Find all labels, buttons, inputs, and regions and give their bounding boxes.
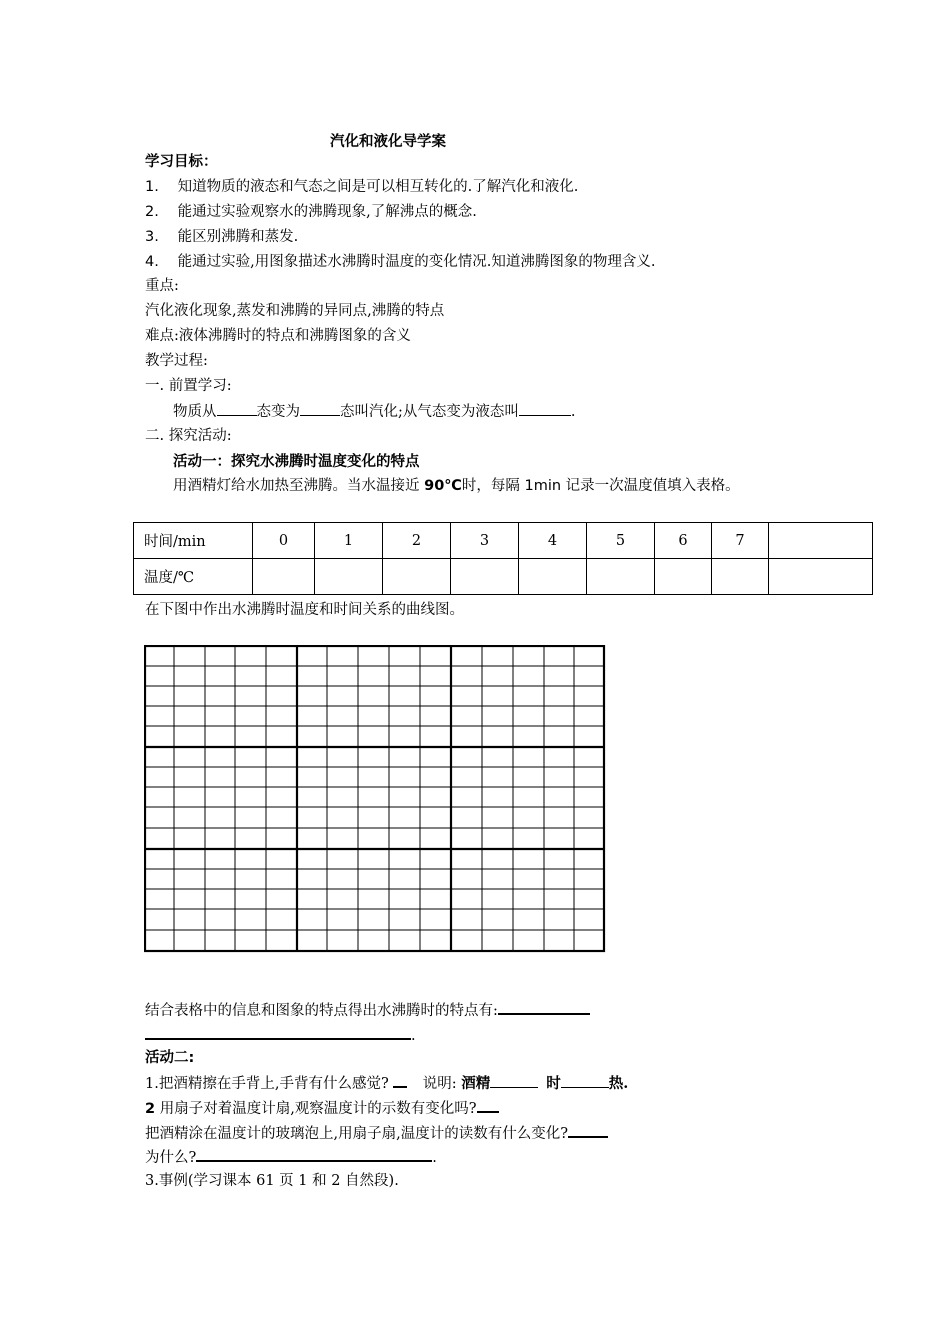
activity2-question-4 <box>145 1146 437 1168</box>
answer-blank[interactable] <box>477 1097 499 1113</box>
activity1-heading: 活动一：探究水沸腾时温度变化的特点 <box>173 454 420 470</box>
instruction-text: 记录一次温度值填入表格。 <box>561 478 740 494</box>
answer-blank[interactable] <box>196 1146 432 1162</box>
answer-blank[interactable] <box>490 1073 538 1088</box>
table-input-cell[interactable] <box>769 559 873 595</box>
question-text: 为什么? <box>145 1150 197 1166</box>
objective-text: 知道物质的液态和气态之间是可以相互转化的.了解汽化和液化. <box>177 179 579 195</box>
activity2-question-3 <box>145 1122 608 1144</box>
objective-number: 3. <box>145 229 159 245</box>
section1-fill-blank <box>173 401 576 422</box>
table-cell: 4 <box>519 523 587 559</box>
temperature-table <box>133 522 873 595</box>
table-cell: 3 <box>451 523 519 559</box>
process-label: 教学过程: <box>145 353 208 369</box>
table-cell: 5 <box>587 523 655 559</box>
heat-label: 热. <box>608 1075 629 1092</box>
objective-item-1 <box>145 177 578 197</box>
objective-text: 能区别沸腾和蒸发. <box>177 229 299 245</box>
fill-text: . <box>570 404 576 420</box>
activity1-instruction <box>173 476 740 496</box>
table-cell: 6 <box>655 523 712 559</box>
conclusion-second-line <box>145 1024 416 1046</box>
table-cell <box>769 523 873 559</box>
interval-value: 1min <box>524 478 562 494</box>
answer-blank[interactable] <box>498 999 590 1015</box>
answer-blank[interactable] <box>145 1024 411 1040</box>
answer-blank[interactable] <box>561 1073 609 1088</box>
time-label: 时 <box>546 1075 561 1092</box>
table-header-time: 时间/min <box>134 523 253 559</box>
question-text: 说明: <box>422 1076 462 1092</box>
graph-paper-grid[interactable] <box>144 645 606 953</box>
conclusion-prompt <box>145 999 590 1021</box>
alcohol-label: 酒精 <box>461 1075 491 1092</box>
activity2-heading: 活动二: <box>145 1050 195 1066</box>
objective-number: 2. <box>145 204 159 220</box>
table-cell: 2 <box>383 523 451 559</box>
objective-text: 能通过实验,用图象描述水沸腾时温度的变化情况.知道沸腾图象的物理含义. <box>177 254 656 270</box>
key-points-label: 重点: <box>145 278 179 294</box>
table-header-temperature: 温度/℃ <box>134 559 253 595</box>
answer-blank[interactable] <box>393 1072 407 1088</box>
conclusion-end: . <box>411 1028 416 1044</box>
objective-item-2 <box>145 202 477 222</box>
grid-thick-lines <box>145 646 604 951</box>
activity2-question-1 <box>145 1072 628 1094</box>
table-input-cell[interactable] <box>451 559 519 595</box>
table-input-cell[interactable] <box>712 559 769 595</box>
table-cell: 1 <box>315 523 383 559</box>
question-number: 2 <box>145 1101 156 1117</box>
table-row <box>134 559 873 595</box>
difficulty-text: 难点:液体沸腾时的特点和沸腾图象的含义 <box>145 328 411 344</box>
table-input-cell[interactable] <box>315 559 383 595</box>
objective-number: 1. <box>145 179 159 195</box>
answer-blank[interactable] <box>519 401 571 416</box>
graph-instruction: 在下图中作出水沸腾时温度和时间关系的曲线图。 <box>145 602 464 618</box>
grid-thin-lines <box>145 646 604 951</box>
table-input-cell[interactable] <box>587 559 655 595</box>
objective-item-4 <box>145 252 655 272</box>
table-input-cell[interactable] <box>383 559 451 595</box>
conclusion-text: 结合表格中的信息和图象的特点得出水沸腾时的特点有: <box>145 1003 498 1019</box>
table-row <box>134 523 873 559</box>
objective-number: 4. <box>145 254 159 270</box>
table-input-cell[interactable] <box>253 559 315 595</box>
table-input-cell[interactable] <box>519 559 587 595</box>
question-text: 把酒精涂在温度计的玻璃泡上,用扇子扇,温度计的读数有什么变化? <box>145 1126 568 1142</box>
objective-text: 能通过实验观察水的沸腾现象,了解沸点的概念. <box>177 204 477 220</box>
objective-item-3 <box>145 227 298 247</box>
question-text: 用扇子对着温度计扇,观察温度计的示数有变化吗? <box>155 1101 477 1117</box>
key-points-text: 汽化液化现象,蒸发和沸腾的异同点,沸腾的特点 <box>145 303 445 319</box>
fill-text: 态叫汽化;从气态变为液态叫 <box>340 404 519 420</box>
fill-text: 态变为 <box>256 404 300 420</box>
table-input-cell[interactable] <box>655 559 712 595</box>
instruction-text: 用酒精灯给水加热至沸腾。当水温接近 <box>173 478 425 494</box>
answer-blank[interactable] <box>568 1122 608 1138</box>
objectives-heading: 学习目标： <box>145 154 218 170</box>
section1-heading: 一. 前置学习: <box>145 378 232 394</box>
answer-blank[interactable] <box>217 401 257 416</box>
page-title: 汽化和液化导学案 <box>330 134 446 150</box>
question-end: . <box>432 1150 437 1166</box>
temperature-value: 90℃ <box>424 478 462 494</box>
question-text: 1.把酒精擦在手背上,手背有什么感觉? <box>145 1076 389 1092</box>
table-cell: 7 <box>712 523 769 559</box>
activity2-question-5: 3.事例(学习课本 61 页 1 和 2 自然段). <box>145 1173 399 1189</box>
answer-blank[interactable] <box>300 401 340 416</box>
activity2-question-2 <box>145 1097 499 1119</box>
instruction-text: 时，每隔 <box>461 478 525 494</box>
table-cell: 0 <box>253 523 315 559</box>
fill-text: 物质从 <box>173 404 217 420</box>
section2-heading: 二. 探究活动: <box>145 428 232 444</box>
